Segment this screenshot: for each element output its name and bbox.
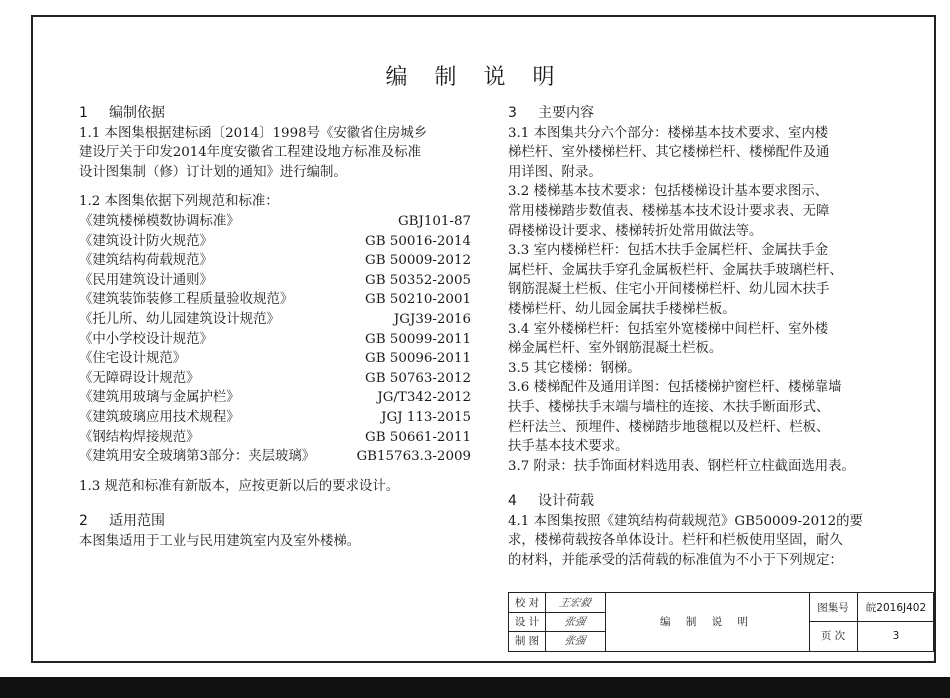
page-number: 3 bbox=[892, 629, 900, 642]
section-4-line: 的材料，并能承受的活荷载的标准值为不小于下列规定： bbox=[508, 553, 843, 569]
para-1-1-line: 设计图集制（修）订计划的通知》进行编制。 bbox=[79, 164, 347, 180]
checker-label: 校 对 bbox=[514, 597, 540, 609]
designer-label: 设 计 bbox=[514, 616, 540, 628]
section-4-line: 求，楼梯荷载按各单体设计。栏杆和栏板使用坚固，耐久 bbox=[508, 533, 843, 549]
section-3-line: 栏杆法兰、预埋件、楼梯踏步地毯棍以及栏杆、栏板、 bbox=[508, 419, 830, 435]
section-1-heading: 1 编制依据 bbox=[79, 105, 165, 121]
section-3-line: 碍楼梯设计要求、楼梯转折处常用做法等。 bbox=[508, 223, 763, 239]
section-3-line: 3.4 室外楼梯栏杆：包括室外宽楼梯中间栏杆、室外楼 bbox=[508, 321, 829, 337]
section-3-line: 3.6 楼梯配件及通用详图：包括楼梯护窗栏杆、楼梯靠墙 bbox=[508, 380, 842, 396]
standard-item: 《建筑用安全玻璃第3部分：夹层玻璃》 GB15763.3-2009 bbox=[79, 449, 471, 465]
bottom-border-bar bbox=[0, 677, 950, 698]
section-3-line: 楼梯栏杆、幼儿园金属扶手楼梯栏板。 bbox=[508, 301, 736, 317]
standard-item: 《无障碍设计规范》 GB 50763-2012 bbox=[79, 370, 471, 386]
para-1-1-line: 建设厅关于印发2014年度安徽省工程建设地方标准及标准 bbox=[79, 145, 422, 161]
standard-item: 《建筑玻璃应用技术规程》 JGJ 113-2015 bbox=[79, 409, 471, 425]
section-4-heading: 4 设计荷载 bbox=[508, 493, 594, 510]
section-3-line: 3.2 楼梯基本技术要求：包括楼梯设计基本要求图示、 bbox=[508, 184, 829, 200]
section-3-line: 梯栏杆、室外楼梯栏杆、其它楼梯栏杆、楼梯配件及通 bbox=[508, 145, 830, 161]
section-3-line: 3.3 室内楼梯栏杆：包括木扶手金属栏杆、金属扶手金 bbox=[508, 243, 829, 259]
section-3-line: 扶手、楼梯扶手末端与墙柱的连接、木扶手断面形式、 bbox=[508, 399, 830, 415]
standard-item: 《中小学校设计规范》 GB 50099-2011 bbox=[79, 331, 471, 347]
para-1-3: 1.3 规范和标准有新版本，应按更新以后的要求设计。 bbox=[79, 478, 400, 494]
section-3-line: 梯金属栏杆、室外钢筋混凝土栏板。 bbox=[508, 341, 723, 357]
title-block bbox=[508, 592, 934, 652]
right-column bbox=[508, 104, 900, 571]
section-3-line: 3.7 附录：扶手饰面材料选用表、钢栏杆立柱截面选用表。 bbox=[508, 458, 855, 474]
section-3-line: 3.5 其它楼梯：钢梯。 bbox=[508, 360, 641, 376]
atlas-number-label: 图集号 bbox=[817, 601, 849, 614]
standard-item: 《钢结构焊接规范》 GB 50661-2011 bbox=[79, 429, 471, 445]
standard-item: 《住宅设计规范》 GB 50096-2011 bbox=[79, 351, 471, 367]
section-4-line: 4.1 本图集按照《建筑结构荷载规范》GB50009-2012的要 bbox=[508, 513, 863, 529]
standard-item: 《建筑设计防火规范》 GB 50016-2014 bbox=[79, 233, 471, 249]
designer-signature: 张强 bbox=[563, 616, 587, 628]
para-1-2: 1.2 本图集依据下列规范和标准： bbox=[79, 194, 279, 210]
section-3-line: 属栏杆、金属扶手穿孔金属板栏杆、金属扶手玻璃栏杆、 bbox=[508, 262, 843, 278]
drafter-label: 制 图 bbox=[514, 635, 540, 647]
section-3-line: 常用楼梯踏步数值表、楼梯基本技术设计要求表、无障 bbox=[508, 203, 830, 219]
section-3-line: 扶手基本技术要求。 bbox=[508, 439, 629, 455]
drafter-signature: 张强 bbox=[563, 635, 587, 647]
standard-item: 《建筑用玻璃与金属护栏》 JG/T342-2012 bbox=[79, 390, 471, 406]
section-3-heading: 3 主要内容 bbox=[508, 105, 594, 121]
standard-item: 《建筑结构荷载规范》 GB 50009-2012 bbox=[79, 253, 471, 269]
standard-item: 《托儿所、幼儿园建筑设计规范》 JGJ39-2016 bbox=[79, 311, 471, 327]
standard-item: 《建筑楼梯模数协调标准》 GBJ101-87 bbox=[79, 213, 471, 229]
section-3-line: 用详图、附录。 bbox=[508, 164, 602, 180]
left-column bbox=[79, 104, 479, 551]
page-title: 编 制 说 明 bbox=[385, 65, 565, 90]
section-3-line: 钢筋混凝土栏板、住宅小开间楼梯栏杆、幼儿园木扶手 bbox=[508, 282, 830, 298]
checker-signature: 王宏毅 bbox=[557, 597, 592, 609]
page-label: 页 次 bbox=[820, 630, 846, 642]
standard-item: 《民用建筑设计通则》 GB 50352-2005 bbox=[79, 272, 471, 288]
section-2-heading: 2 适用范围 bbox=[79, 513, 165, 530]
para-2: 本图集适用于工业与民用建筑室内及室外楼梯。 bbox=[79, 533, 361, 549]
section-3-line: 3.1 本图集共分六个部分：楼梯基本技术要求、室内楼 bbox=[508, 125, 829, 141]
standards-list bbox=[79, 212, 479, 467]
standard-item: 《建筑装饰装修工程质量验收规范》 GB 50210-2001 bbox=[79, 292, 471, 308]
para-1-1-line: 1.1 本图集根据建标函〔2014〕1998号《安徽省住房城乡 bbox=[79, 125, 428, 141]
atlas-number-value: 皖2016J402 bbox=[865, 601, 927, 614]
title-block-title: 编 制 说 明 bbox=[659, 616, 754, 628]
